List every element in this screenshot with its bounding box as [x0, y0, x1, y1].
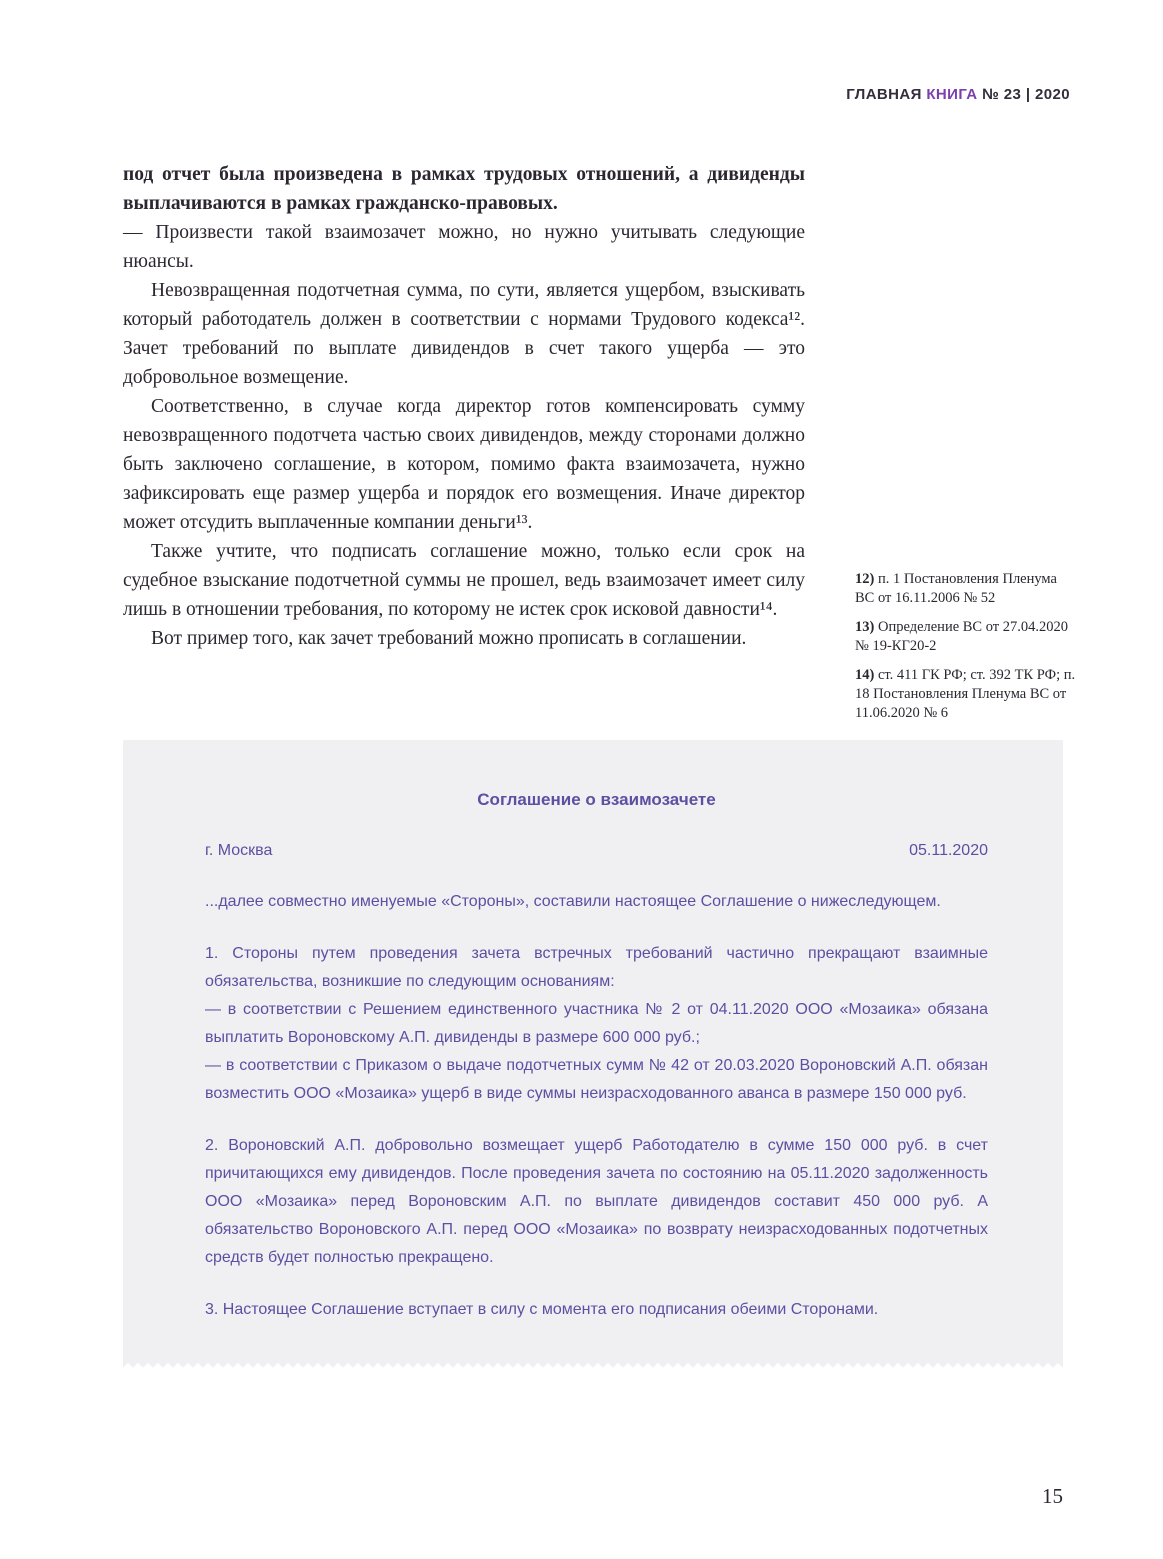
article-paragraph: Также учтите, что подписать соглашение можно, только если срок на судебное взыскание подотчетной суммы не прошел, ведь взаимозачет имеет силу лишь в отношении требования, по которому не истек срок исковой давности¹⁴. [123, 541, 805, 620]
agreement-clause3: 3. Настоящее Соглашение вступает в силу с момента его подписания обеими Сторонами. [205, 1301, 879, 1318]
agreement-clause1-item: — в соответствии с Решением единственного участника № 2 от 04.11.2020 ООО «Мозаика» обязана выплатить Вороновскому А.П. дивиденды в размере 600 000 руб.; [205, 1001, 988, 1046]
footnote-13 [855, 618, 1077, 656]
page-number: 15 [1042, 1484, 1063, 1508]
agreement-city: г. Москва [205, 842, 273, 859]
agreement-date: 05.11.2020 [909, 842, 988, 859]
torn-edge-decoration [123, 1358, 1063, 1368]
masthead-brand-purple: КНИГА [926, 86, 978, 103]
agreement-clause2: 2. Вороновский А.П. добровольно возмещает ущерб Работодателю в сумме 150 000 руб. в счет причитающихся ему дивидендов. После проведения зачета по состоянию на 05.11.2020 задолженность ООО «Мозаика» перед Вороновским А.П. по выплате дивидендов составит 450 000 руб. А обязательство Вороновского А.П. перед ООО «Мозаика» по возврату неизрасходованных подотчетных средств будет полностью прекращено. [205, 1137, 988, 1266]
masthead [846, 86, 1070, 103]
article-paragraph: Вот пример того, как зачет требований можно прописать в соглашении. [151, 628, 747, 649]
article-body [123, 160, 805, 653]
agreement-clause1-item: — в соответствии с Приказом о выдаче подотчетных сумм № 42 от 20.03.2020 Вороновский А.П. обязан возместить ООО «Мозаика» ущерб в виде суммы неизрасходованного аванса в размере 150 000 руб. [205, 1057, 988, 1102]
article-answer-intro: — Произвести такой взаимозачет можно, но нужно учитывать следующие нюансы. [123, 222, 805, 272]
masthead-issue: № 23 | 2020 [977, 86, 1070, 103]
article-lead-bold: под отчет была произведена в рамках трудовых отношений, а дивиденды выплачиваются в рамках гражданско-правовых. [123, 164, 805, 214]
agreement-city-date-row [205, 842, 988, 860]
footnote-text: Определение ВС от 27.04.2020 № 19-КГ20-2 [855, 619, 1068, 654]
footnote-text: ст. 411 ГК РФ; ст. 392 ТК РФ; п. 18 Постановления Пленума ВС от 11.06.2020 № 6 [855, 667, 1076, 721]
footnote-14 [855, 666, 1077, 723]
footnotes-sidebar [855, 570, 1077, 733]
footnote-number: 12) [855, 571, 875, 587]
footnote-number: 13) [855, 619, 875, 635]
agreement-sample-box [123, 740, 1063, 1368]
article-paragraph: Соответственно, в случае когда директор готов компенсировать сумму невозвращенного подотчета частью своих дивидендов, между сторонами должно быть заключено соглашение, в котором, помимо факта взаимозачета, нужно зафиксировать еще размер ущерба и порядок его возмещения. Иначе директор может отсудить выплаченные компании деньги¹³. [123, 396, 805, 533]
article-paragraph: Невозвращенная подотчетная сумма, по сути, является ущербом, взыскивать который работодатель должен в соответствии с нормами Трудового кодекса¹². Зачет требований по выплате дивидендов в счет такого ущерба — это добровольное возмещение. [123, 280, 805, 388]
agreement-clause1-lead: 1. Стороны путем проведения зачета встречных требований частично прекращают взаимные обязательства, возникшие по следующим основаниям: [205, 945, 988, 990]
footnote-text: п. 1 Постановления Пленума ВС от 16.11.2006 № 52 [855, 571, 1057, 606]
masthead-brand-dark: ГЛАВНАЯ [846, 86, 927, 103]
agreement-title: Соглашение о взаимозачете [477, 790, 716, 809]
footnote-number: 14) [855, 667, 875, 683]
agreement-content [123, 740, 1063, 1358]
agreement-intro: ...далее совместно именуемые «Стороны», составили настоящее Соглашение о нижеследующем. [205, 893, 941, 910]
footnote-12 [855, 570, 1077, 608]
